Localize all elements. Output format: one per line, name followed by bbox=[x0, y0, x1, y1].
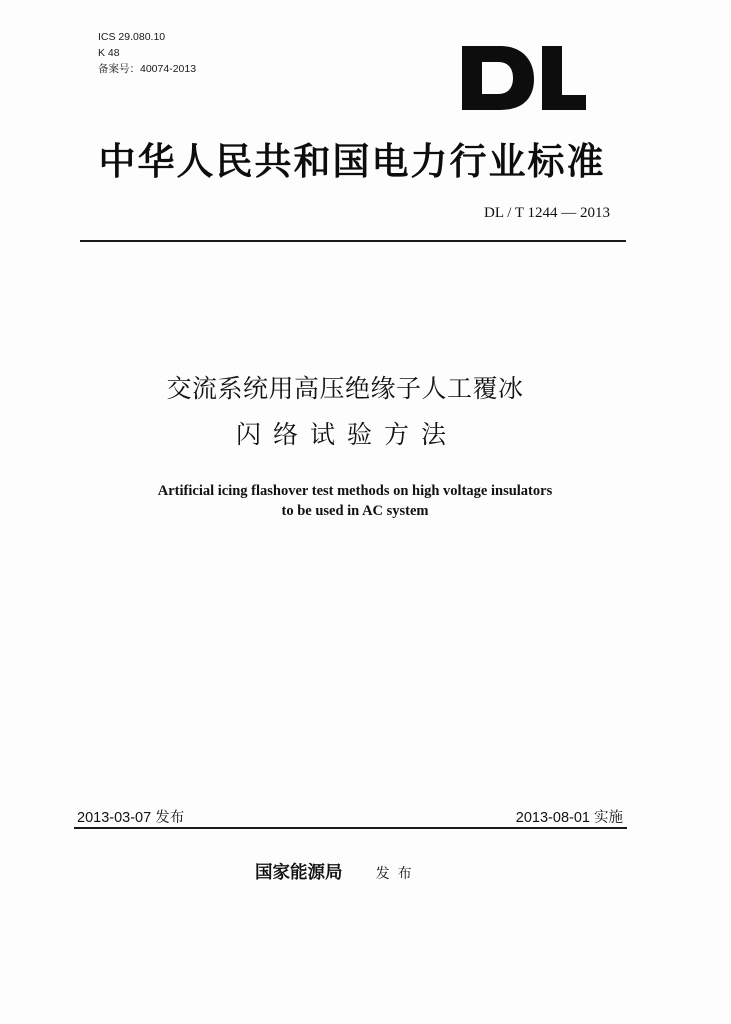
title-cn-line-1: 交流系统用高压绝缘子人工覆冰 bbox=[166, 374, 524, 403]
dl-logo bbox=[456, 40, 590, 116]
standard-category-title: 中华人民共和国电力行业标准 bbox=[98, 139, 606, 183]
footer-divider bbox=[74, 827, 627, 829]
header-divider bbox=[80, 240, 626, 242]
filing-number: 备案号：40074-2013 bbox=[98, 63, 197, 75]
ics-code: ICS 29.080.10 bbox=[98, 31, 166, 43]
standard-number: DL / T 1244 — 2013 bbox=[484, 205, 610, 221]
document-metadata bbox=[98, 29, 196, 77]
issuing-authority: 国家能源局 bbox=[255, 863, 343, 883]
implementation-date: 2013-08-01 实施 bbox=[515, 810, 623, 826]
document-title-chinese bbox=[0, 366, 690, 458]
title-en-line-2: to be used in AC system bbox=[281, 503, 429, 519]
issuer-row bbox=[255, 859, 420, 884]
title-cn-line-2: 闪络试验方法 bbox=[235, 420, 458, 449]
classification-code: K 48 bbox=[98, 47, 120, 59]
issue-label: 发布 bbox=[375, 866, 420, 882]
issue-date: 2013-03-07 发布 bbox=[77, 810, 185, 826]
title-en-line-1: Artificial icing flashover test methods on high voltage insulators bbox=[157, 483, 553, 499]
document-title-english bbox=[90, 481, 620, 521]
